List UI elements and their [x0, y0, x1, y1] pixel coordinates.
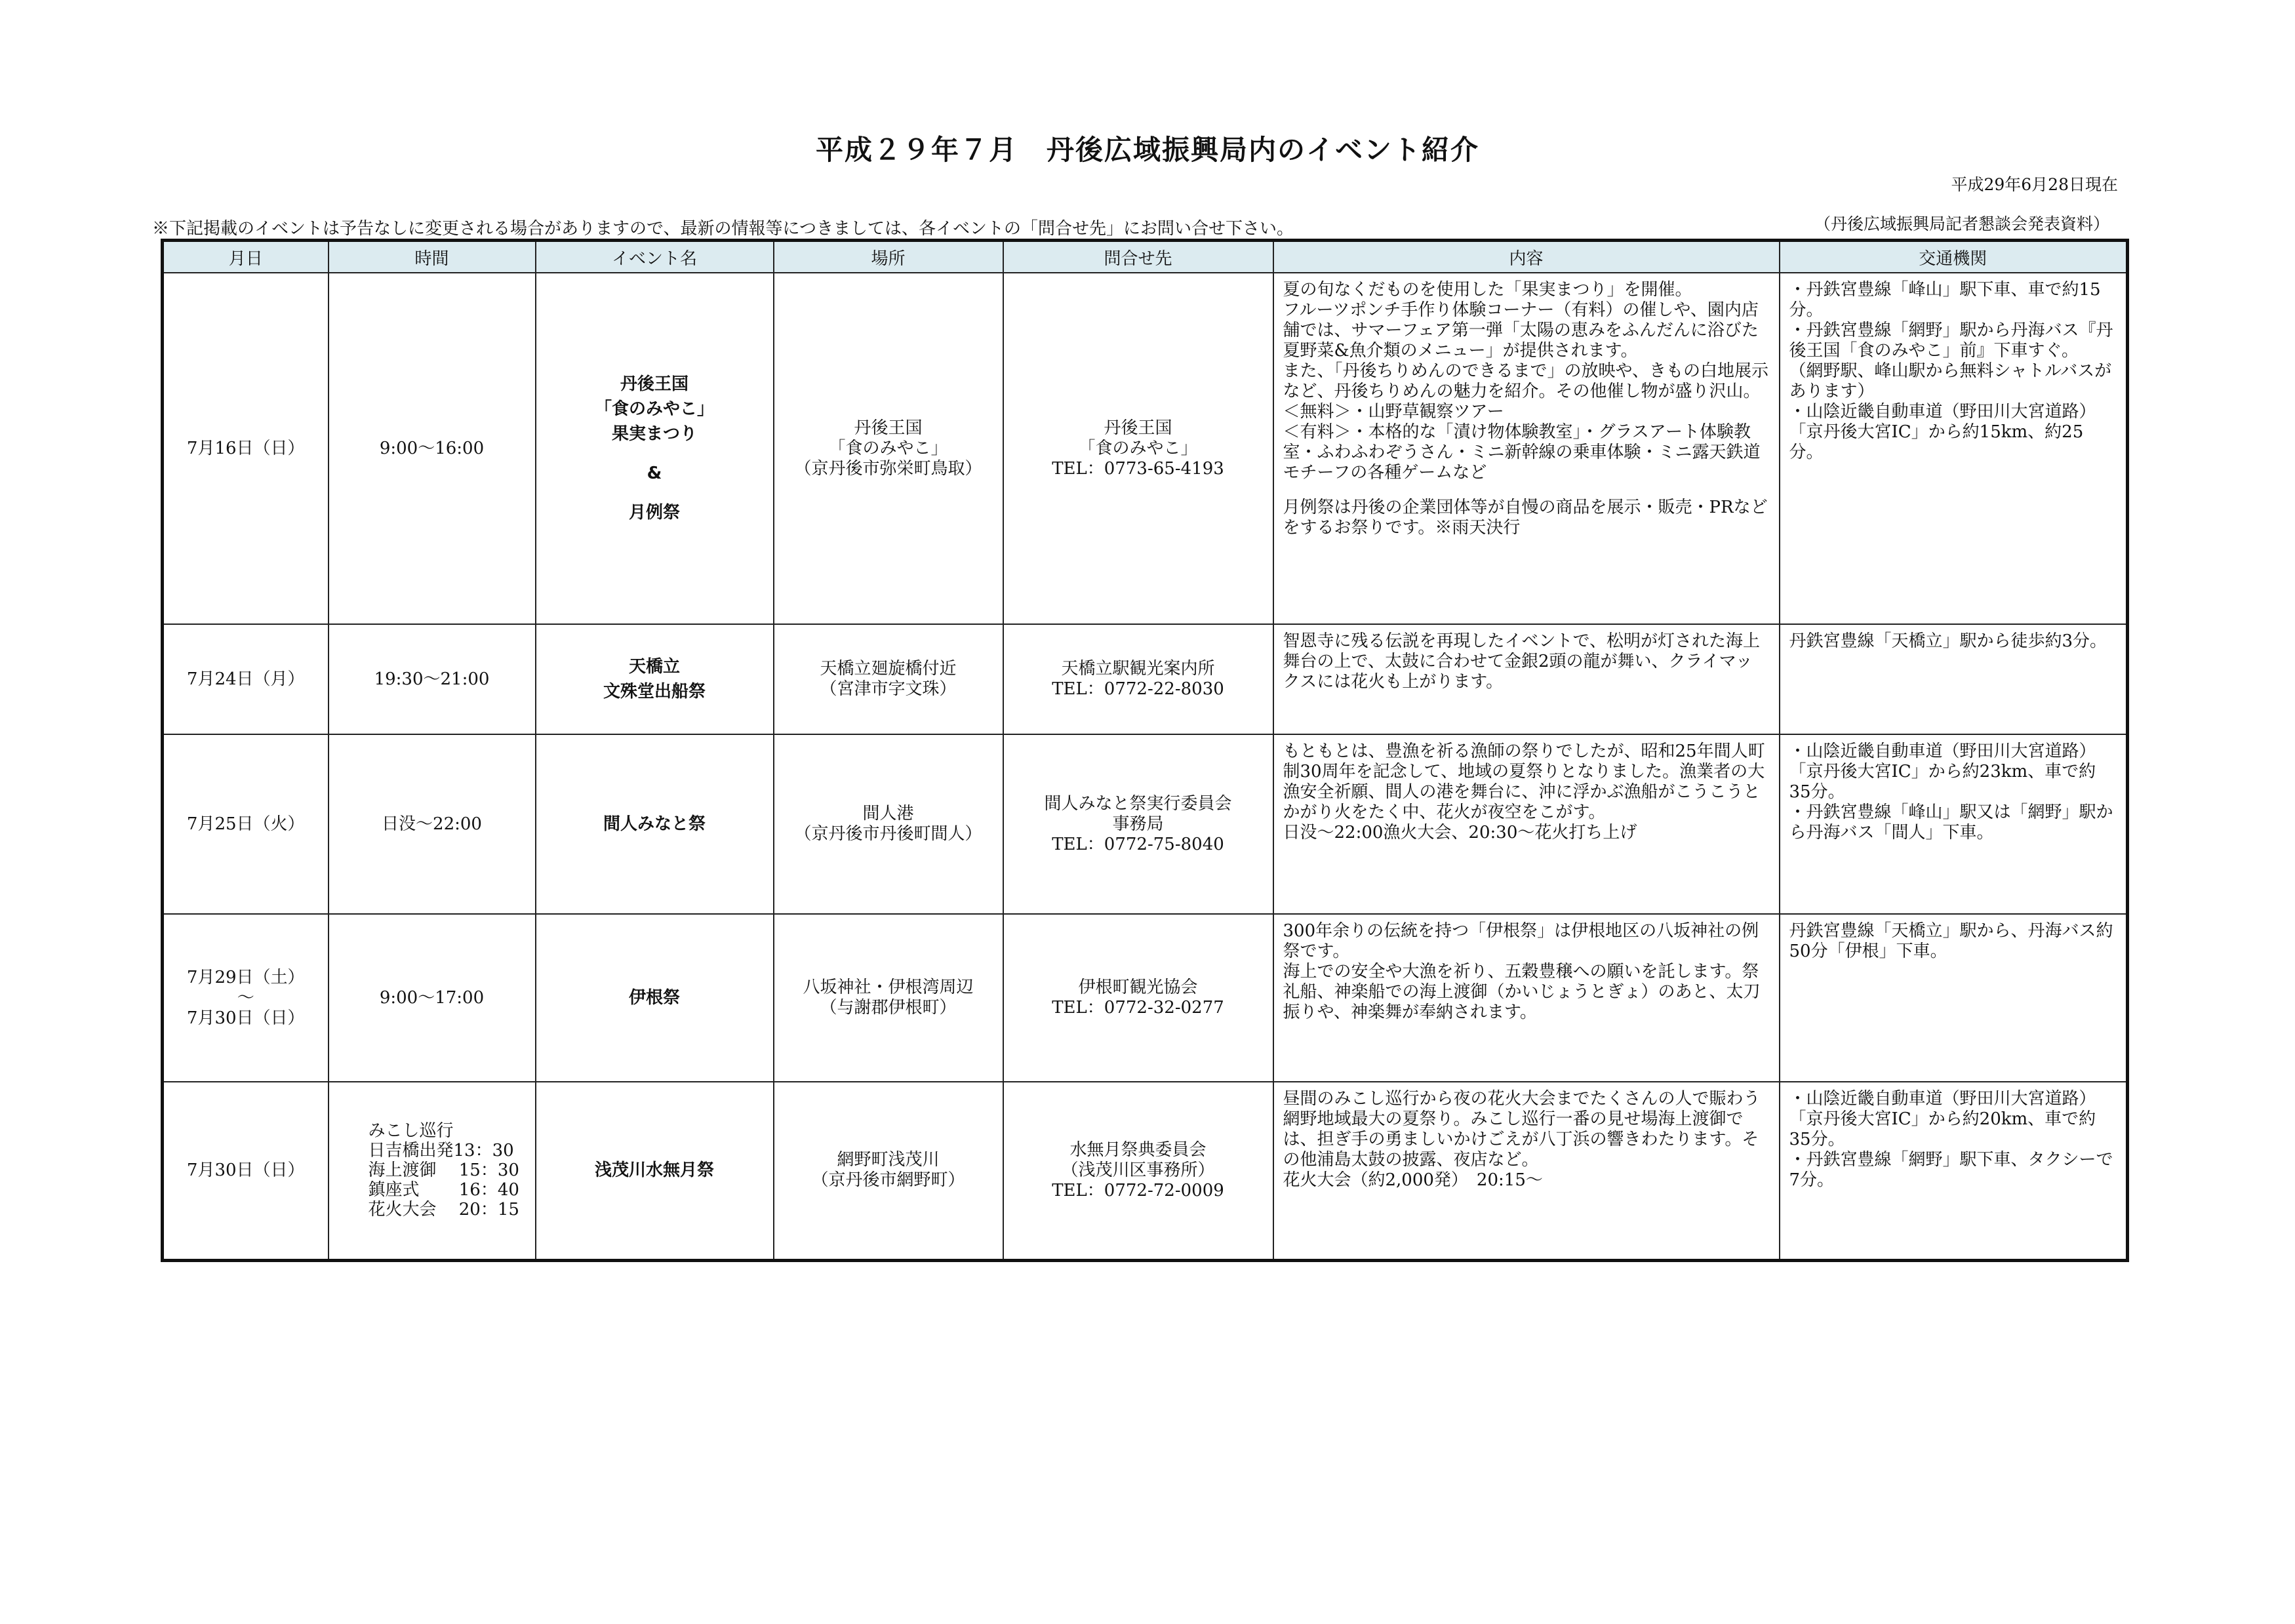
content-line: ＜無料＞・山野草観察ツアー — [1283, 402, 1504, 422]
content-line: 智恩寺に残る伝説を再現したイベントで、松明が灯された海上舞台の上で、太鼓に合わせて金銀2頭の龍が舞い、クライマックスには花火も上がります。 — [1283, 631, 1760, 692]
name-line: 天橋立 — [628, 657, 680, 677]
event-name — [536, 734, 774, 914]
event-place — [774, 914, 1003, 1082]
transport-line: ・丹鉄宮豊線「峰山」駅下車、車で約15分。 — [1789, 280, 2101, 320]
time-line: 9:00～17:00 — [379, 987, 485, 1008]
spacer — [546, 446, 764, 461]
event-transport — [1780, 734, 2128, 914]
place-line: 網野町浅茂川 — [837, 1150, 940, 1170]
event-time — [329, 273, 536, 624]
transport-line: 丹鉄宮豊線「天橋立」駅から徒歩約3分。 — [1789, 631, 2107, 651]
place-line: 天橋立廻旋橋付近 — [820, 659, 957, 679]
table-header-row — [163, 241, 2128, 273]
content-line: 300年余りの伝統を持つ「伊根祭」は伊根地区の八坂神社の例祭です。 — [1283, 921, 1759, 961]
event-date — [163, 1082, 329, 1260]
table-row — [163, 914, 2128, 1082]
event-date — [163, 734, 329, 914]
column-header-date: 月日 — [163, 241, 329, 273]
date-line: 7月29日（土） — [186, 967, 305, 987]
time-line: みこし巡行 — [368, 1121, 454, 1141]
event-place — [774, 624, 1003, 734]
event-name — [536, 624, 774, 734]
spacer — [1283, 483, 1770, 498]
date-line: 7月25日（火） — [186, 814, 305, 834]
event-time — [329, 1082, 536, 1260]
time-line: 日吉橋出発13：30 — [368, 1141, 514, 1161]
event-contact — [1003, 624, 1273, 734]
content-line: 月例祭は丹後の企業団体等が自慢の商品を展示・販売・PRなどをするお祭りです。※雨天決行 — [1283, 498, 1768, 538]
name-line: 果実まつり — [611, 424, 697, 444]
column-header-event-name: イベント名 — [536, 241, 774, 273]
transport-line: ・山陰近畿自動車道（野田川大宮道路）「京丹後大宮IC」から約20km、車で約35分。 — [1789, 1089, 2096, 1149]
event-name — [536, 914, 774, 1082]
event-name — [536, 273, 774, 624]
contact-line: 間人みなと祭実行委員会 — [1044, 793, 1232, 814]
table-row — [163, 624, 2128, 734]
event-date — [163, 624, 329, 734]
event-place — [774, 273, 1003, 624]
date-line: 7月24日（月） — [186, 669, 305, 689]
transport-line: 丹鉄宮豊線「天橋立」駅から、丹海バス約50分「伊根」下車。 — [1789, 921, 2113, 961]
contact-line: TEL：0772-72-0009 — [1052, 1180, 1224, 1200]
page-title: 平成２９年７月 丹後広域振興局内のイベント紹介 — [815, 134, 1479, 166]
event-time — [329, 624, 536, 734]
contact-line: 「食のみやこ」 — [1078, 438, 1198, 458]
event-transport — [1780, 624, 2128, 734]
place-line: （京丹後市丹後町間人） — [794, 824, 982, 844]
date-line: 7月30日（日） — [186, 1160, 305, 1180]
name-line: 浅茂川水無月祭 — [594, 1160, 714, 1181]
event-contact — [1003, 1082, 1273, 1260]
place-line: 八坂神社・伊根湾周辺 — [803, 978, 974, 997]
event-contact — [1003, 273, 1273, 624]
date-line: 7月30日（日） — [186, 1008, 305, 1028]
name-line: 「食のみやこ」 — [594, 399, 714, 419]
contact-line: 天橋立駅観光案内所 — [1061, 659, 1215, 679]
contact-line: （浅茂川区事務所） — [1061, 1160, 1215, 1180]
name-line: 間人みなと祭 — [603, 814, 706, 834]
event-time — [329, 734, 536, 914]
source-note: （丹後広域振興局記者懇談会発表資料） — [1814, 214, 2109, 233]
place-line: （京丹後市網野町） — [811, 1170, 965, 1191]
event-content — [1273, 624, 1780, 734]
contact-line: 事務局 — [1112, 814, 1164, 834]
place-line: （宮津市字文珠） — [820, 679, 957, 699]
name-line: 文殊堂出船祭 — [603, 682, 706, 702]
time-line: 鎮座式 16：40 — [368, 1180, 519, 1200]
table-row — [163, 1082, 2128, 1260]
event-table — [161, 239, 2129, 1262]
contact-line: 丹後王国 — [1104, 418, 1172, 438]
place-line: （与謝郡伊根町） — [820, 998, 957, 1018]
content-line: 昼間のみこし巡行から夜の花火大会までたくさんの人で賑わう網野地域最大の夏祭り。みこし巡行一番の見せ場海上渡御では、担ぎ手の勇ましいかけごえが八丁浜の響きわたります。その他浦島太鼓の披露、夜店など。 — [1283, 1089, 1761, 1170]
contact-line: TEL：0772-32-0277 — [1052, 998, 1224, 1018]
content-line: 日没～22:00漁火大会、20:30～花火打ち上げ — [1283, 823, 1637, 842]
contact-line: TEL：0773-65-4193 — [1052, 458, 1224, 479]
time-line: 海上渡御 15：30 — [368, 1160, 519, 1181]
disclaimer-note: ※下記掲載のイベントは予告なしに変更される場合がありますので、最新の情報等につきましては、各イベントの「問合せ先」にお問い合せ下さい。 — [152, 219, 1294, 239]
content-line: 夏の旬なくだものを使用した「果実まつり」を開催。 — [1283, 280, 1692, 300]
time-line: 9:00～16:00 — [379, 438, 485, 458]
event-content — [1273, 734, 1780, 914]
place-line: （京丹後市弥栄町鳥取） — [794, 458, 982, 479]
place-line: 丹後王国 — [854, 418, 923, 438]
event-contact — [1003, 914, 1273, 1082]
spacer — [546, 486, 764, 500]
transport-line: ・山陰近畿自動車道（野田川大宮道路）「京丹後大宮IC」から約15km、約25分。 — [1789, 402, 2096, 462]
contact-line: 伊根町観光協会 — [1078, 978, 1198, 997]
name-line: & — [647, 464, 662, 483]
column-header-place: 場所 — [774, 241, 1003, 273]
column-header-time: 時間 — [329, 241, 536, 273]
event-date — [163, 273, 329, 624]
content-line: フルーツポンチ手作り体験コーナー（有料）の催しや、園内店舗では、サマーフェア第一弾「太陽の恵みをふんだんに浴びた夏野菜&魚介類のメニュー」が提供されます。 — [1283, 300, 1759, 361]
event-content — [1273, 273, 1780, 624]
as-of-date: 平成29年6月28日現在 — [1951, 175, 2118, 194]
contact-line: TEL：0772-22-8030 — [1052, 679, 1224, 699]
table-row — [163, 273, 2128, 624]
date-line: 7月16日（日） — [186, 438, 305, 458]
contact-line: 水無月祭典委員会 — [1069, 1139, 1207, 1160]
event-content — [1273, 1082, 1780, 1260]
time-line: 日没～22:00 — [382, 814, 482, 834]
transport-line: ・丹鉄宮豊線「峰山」駅又は「網野」駅から丹海バス「間人」下車。 — [1789, 802, 2113, 842]
event-content — [1273, 914, 1780, 1082]
content-line: ＜有料＞・本格的な「漬け物体験教室」・グラスアート体験教室・ふわふわぞうさん・ミニ新幹線の乗車体験・ミニ露天鉄道モチーフの各種ゲームなど — [1283, 422, 1761, 483]
name-line: 丹後王国 — [620, 374, 688, 394]
event-place — [774, 734, 1003, 914]
column-header-transport: 交通機関 — [1780, 241, 2128, 273]
content-line: 花火大会（約2,000発） 20:15～ — [1283, 1170, 1543, 1190]
event-name — [536, 1082, 774, 1260]
place-line: 間人港 — [862, 804, 914, 823]
transport-line: ・丹鉄宮豊線「網野」駅から丹海バス『丹後王国「食のみやこ」前』下車すぐ。 — [1789, 321, 2113, 361]
event-contact — [1003, 734, 1273, 914]
transport-line: ・丹鉄宮豊線「網野」駅下車、タクシーで7分。 — [1789, 1150, 2113, 1190]
event-transport — [1780, 914, 2128, 1082]
event-place — [774, 1082, 1003, 1260]
column-header-content: 内容 — [1273, 241, 1780, 273]
content-line: また、「丹後ちりめんのできるまで」の放映や、きもの白地展示など、丹後ちりめんの魅力を紹介。その他催し物が盛り沢山。 — [1283, 361, 1768, 401]
transport-line: ・山陰近畿自動車道（野田川大宮道路）「京丹後大宮IC」から約23km、車で約35分。 — [1789, 742, 2096, 802]
event-time — [329, 914, 536, 1082]
event-date — [163, 914, 329, 1082]
place-line: 「食のみやこ」 — [828, 438, 948, 458]
time-line: 花火大会 20：15 — [368, 1200, 519, 1220]
name-line: 伊根祭 — [628, 988, 680, 1008]
contact-line: TEL：0772-75-8040 — [1052, 834, 1224, 854]
transport-line: （網野駅、峰山駅から無料シャトルバスがあります） — [1789, 361, 2112, 401]
date-line: ～ — [237, 987, 254, 1008]
event-transport — [1780, 273, 2128, 624]
time-line: 19:30～21:00 — [374, 669, 490, 689]
content-line: 海上での安全や大漁を祈り、五穀豊穣への願いを託します。祭礼船、神楽船での海上渡御（かいじょうとぎょ）のあと、太刀振りや、神楽舞が奉納されます。 — [1283, 962, 1761, 1022]
name-line: 月例祭 — [628, 503, 680, 523]
event-transport — [1780, 1082, 2128, 1260]
table-row — [163, 734, 2128, 914]
content-line: もともとは、豊漁を祈る漁師の祭りでしたが、昭和25年間人町制30周年を記念して、地域の夏祭りとなりました。漁業者の大漁安全祈願、間人の港を舞台に、沖に浮かぶ漁船がこうこうとかがり火をたく中、花火が夜空をこがす。 — [1283, 742, 1765, 822]
column-header-contact: 問合せ先 — [1003, 241, 1273, 273]
